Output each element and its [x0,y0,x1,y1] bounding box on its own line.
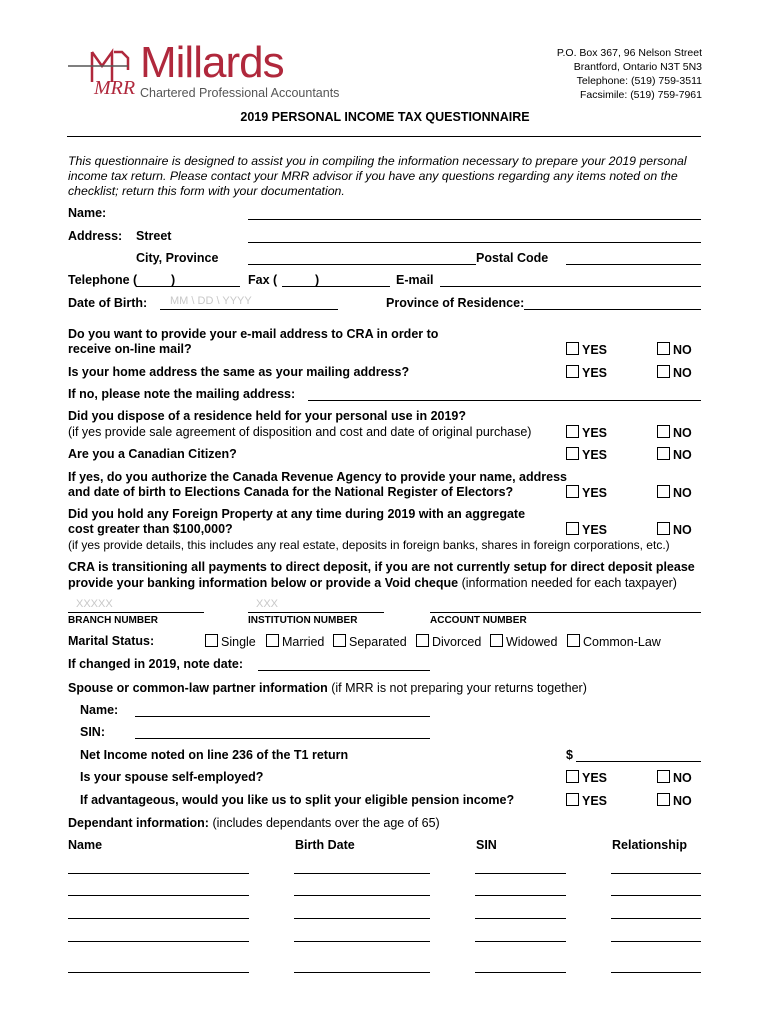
yes-option[interactable]: YES [566,447,607,462]
dependant-birth-date-field[interactable] [294,941,430,942]
dependant-relationship-field[interactable] [611,873,701,874]
no-option[interactable]: NO [657,447,692,462]
checkbox[interactable] [566,485,579,498]
mailing-note-label: If no, please note the mailing address: [68,387,296,401]
address-line: P.O. Box 367, 96 Nelson Street [556,47,702,59]
q-dispose-note: (if yes provide sale agreement of disposition and cost and date of original purchase) [68,425,532,439]
province-residence-label: Province of Residence: [386,296,525,310]
logo-name: Millards [140,38,284,87]
institution-placeholder: XXX [256,598,279,610]
yes-option[interactable]: YES [566,793,607,808]
yes-option[interactable]: YES [566,522,607,537]
dependant-relationship-field[interactable] [611,918,701,919]
q-home-mailing: Is your home address the same as your mailing address? [68,365,410,379]
dob-label: Date of Birth: [68,296,148,310]
marital-option-married[interactable]: Married [266,634,324,649]
firm-address [557,46,702,102]
marital-option-widowed[interactable]: Widowed [490,634,557,649]
no-option[interactable]: NO [657,522,692,537]
dob-placeholder: MM \ DD \ YYYY [170,295,252,307]
dependant-sin-field[interactable] [475,895,566,896]
yes-option[interactable]: YES [566,770,607,785]
checkbox[interactable] [657,342,670,355]
dependant-relationship-field[interactable] [611,941,701,942]
name-field[interactable] [248,205,701,220]
dependant-birth-date-field[interactable] [294,918,430,919]
checkbox[interactable] [566,793,579,806]
checkbox[interactable] [657,485,670,498]
checkbox[interactable] [566,365,579,378]
marital-option-single[interactable]: Single [205,634,256,649]
yes-option[interactable]: YES [566,365,607,380]
dependant-birth-date-field[interactable] [294,873,430,874]
address-line: Telephone: (519) 759-3511 [576,75,702,87]
spouse-net-income-label: Net Income noted on line 236 of the T1 return [80,748,349,762]
logo-tagline: Chartered Professional Accountants [140,86,340,100]
checkbox[interactable] [205,634,218,647]
page-title: 2019 PERSONAL INCOME TAX QUESTIONNAIRE [240,110,530,124]
spouse-name-label: Name: [80,703,119,717]
title-divider [67,136,701,137]
telephone-field[interactable] [136,272,240,287]
checkbox[interactable] [657,447,670,460]
checkbox[interactable] [657,365,670,378]
marital-changed-label: If changed in 2019, note date: [68,657,244,671]
checkbox[interactable] [657,770,670,783]
institution-number-label: INSTITUTION NUMBER [248,615,358,626]
province-residence-field[interactable] [524,295,701,310]
telephone-label: Telephone ( [68,273,138,287]
checkbox[interactable] [657,522,670,535]
q-split-pension: If advantageous, would you like us to split your eligible pension income? [80,793,515,807]
dollar-sign: $ [566,748,573,762]
checkbox[interactable] [566,425,579,438]
email-label: E-mail [396,273,434,287]
spouse-sin-label: SIN: [80,725,105,739]
dependant-sin-field[interactable] [475,918,566,919]
spouse-net-income-field[interactable] [576,747,701,762]
checkbox[interactable] [566,447,579,460]
banking-text-1: CRA is transitioning all payments to direct deposit, if you are not currently setup for direct deposit please [68,560,695,574]
mailing-address-field[interactable] [308,386,701,401]
checkbox[interactable] [657,425,670,438]
q-foreign-1: Did you hold any Foreign Property at any time during 2019 with an aggregate [68,507,526,521]
banking-text-2: provide your banking information below or provide a Void cheque (information needed for each taxpayer) [68,576,677,590]
address-label: Address: [68,229,123,243]
account-number-label: ACCOUNT NUMBER [430,615,527,626]
q-foreign-note: (if yes provide details, this includes any real estate, deposits in foreign banks, shares in foreign corporations, etc.) [68,538,670,552]
branch-placeholder: XXXXX [76,598,113,610]
postal-code-field[interactable] [566,250,701,265]
branch-number-label: BRANCH NUMBER [68,615,158,626]
q-email-cra: Do you want to provide your e-mail address to CRA in order to [68,327,439,341]
dependant-birth-date-field[interactable] [294,972,430,973]
q-elections-2: and date of birth to Elections Canada for the National Register of Electors? [68,485,514,499]
dependant-col-birth-date: Birth Date [295,838,355,852]
dependant-relationship-field[interactable] [611,895,701,896]
fax-close: ) [315,273,320,287]
checkbox[interactable] [266,634,279,647]
checkbox[interactable] [416,634,429,647]
q-email-cra-2: receive on-line mail? [68,342,192,356]
checkbox[interactable] [566,770,579,783]
fax-label: Fax ( [248,273,278,287]
marital-changed-date-field[interactable] [258,656,430,671]
dependant-col-relationship: Relationship [612,838,688,852]
checkbox[interactable] [657,793,670,806]
spouse-heading: Spouse or common-law partner information (if MRR is not preparing your returns together) [68,681,587,695]
checkbox[interactable] [566,342,579,355]
svg-text:MRR: MRR [94,77,136,99]
account-number-field[interactable] [430,598,701,613]
institution-number-field[interactable] [248,598,384,613]
logo-mark-icon [68,42,138,100]
marital-option-separated[interactable]: Separated [333,634,407,649]
city-province-field[interactable] [248,250,476,265]
checkbox[interactable] [566,522,579,535]
address-line: Facsimile: (519) 759-7961 [580,89,702,101]
q-dispose-residence: Did you dispose of a residence held for your personal use in 2019? [68,409,467,423]
q-foreign-2: cost greater than $100,000? [68,522,233,536]
no-option[interactable]: NO [657,425,692,440]
dependant-name-field[interactable] [68,895,249,896]
spouse-sin-field[interactable] [135,724,430,739]
no-option[interactable]: NO [657,793,692,808]
telephone-close: ) [171,273,176,287]
name-label: Name: [68,206,107,220]
fax-field[interactable] [282,272,390,287]
checkbox[interactable] [490,634,503,647]
yes-option[interactable]: YES [566,485,607,500]
dependant-name-field[interactable] [68,941,249,942]
q-spouse-self-employed: Is your spouse self-employed? [80,770,264,784]
checkbox[interactable] [567,634,580,647]
dependant-sin-field[interactable] [475,972,566,973]
dependant-name-field[interactable] [68,918,249,919]
postal-code-label: Postal Code [476,251,549,265]
no-option[interactable]: NO [657,770,692,785]
branch-number-field[interactable] [68,598,204,613]
marital-status-label: Marital Status: [68,634,155,648]
dependant-col-name: Name [68,838,103,852]
dependant-relationship-field[interactable] [611,972,701,973]
marital-option-divorced[interactable]: Divorced [416,634,481,649]
dependant-sin-field[interactable] [475,941,566,942]
yes-option[interactable]: YES [566,342,607,357]
no-option[interactable]: NO [657,365,692,380]
dob-field[interactable] [160,295,338,310]
marital-option-common-law[interactable]: Common-Law [567,634,661,649]
q-canadian-citizen: Are you a Canadian Citizen? [68,447,237,461]
email-field[interactable] [440,272,701,287]
dependant-name-field[interactable] [68,873,249,874]
dependant-sin-field[interactable] [475,873,566,874]
city-province-label: City, Province [136,251,219,265]
street-field[interactable] [248,228,701,243]
no-option[interactable]: NO [657,342,692,357]
dependant-col-sin: SIN [476,838,497,852]
dependant-name-field[interactable] [68,972,249,973]
no-option[interactable]: NO [657,485,692,500]
dependant-heading: Dependant information: (includes dependants over the age of 65) [68,816,440,830]
intro-text: This questionnaire is designed to assist you in compiling the information necessary to prepare your 2019 personal income tax return. Please contact your MRR advisor if you have any questions regarding any items noted on the checklist; return this form with your documentation. [68,154,687,198]
dependant-birth-date-field[interactable] [294,895,430,896]
address-line: Brantford, Ontario N3T 5N3 [573,61,702,73]
street-label: Street [136,229,172,243]
q-elections-1: If yes, do you authorize the Canada Revenue Agency to provide your name, address [68,470,567,484]
checkbox[interactable] [333,634,346,647]
yes-option[interactable]: YES [566,425,607,440]
spouse-name-field[interactable] [135,702,430,717]
